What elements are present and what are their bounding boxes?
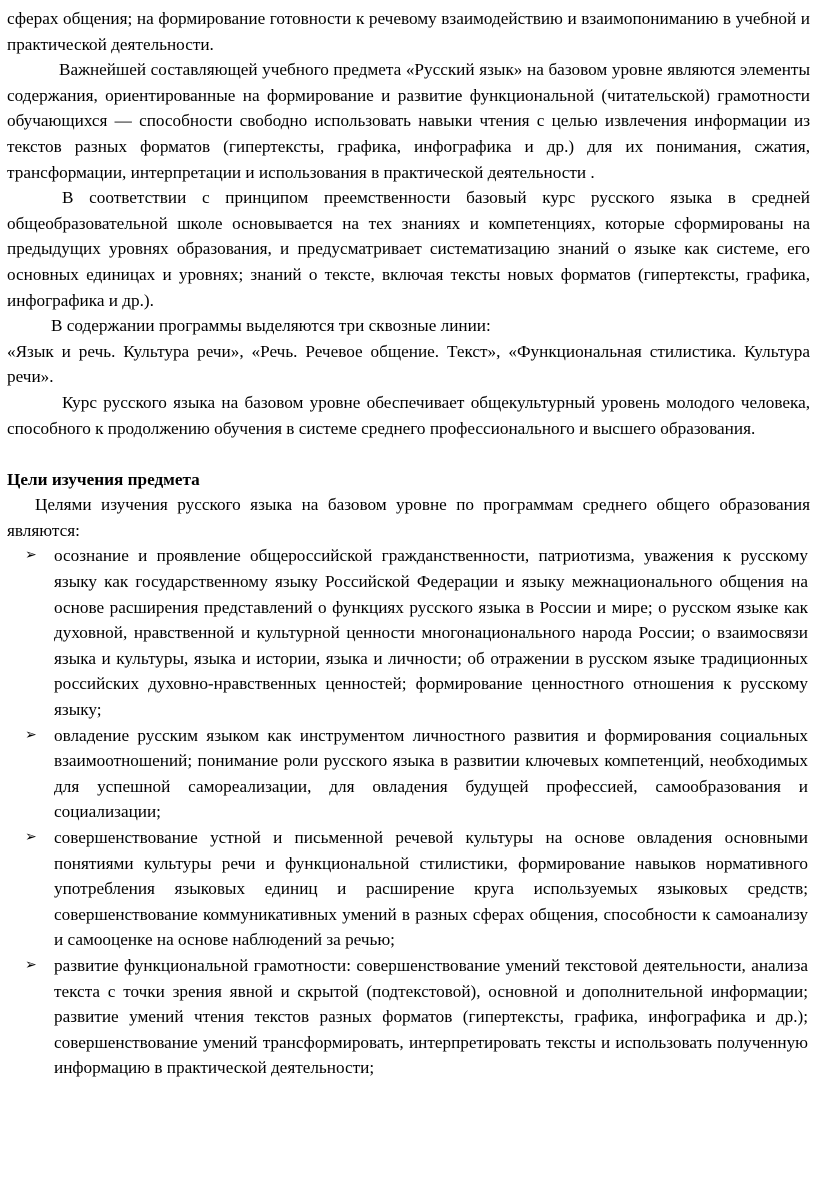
arrow-bullet-icon: ➢ bbox=[25, 547, 37, 564]
goals-list bbox=[7, 543, 810, 1080]
paragraph-lines-intro: В содержании программы выделяются три сквозные линии: bbox=[51, 316, 491, 336]
list-item bbox=[25, 723, 810, 825]
list-item-text: совершенствование устной и письменной речевой культуры на основе овладения основными понятиями культуры речи и функциональной стилистики, формирование навыков нормативного употребления языковых единиц и расширение круга используемых языковых средств; совершенствование коммуникативных умений в разных сферах общения, способности к самоанализу и самооценке на основе наблюдений за речью; bbox=[54, 828, 808, 950]
paragraph-continuity: В соответствии с принципом преемственности базовый курс русского языка в средней общеобразовательной школе основывается на тех знаниях и компетенциях, которые сформированы на предыдущих уровнях образования, и предусматривает систематизацию знаний о языке как системе, его основных единицах и уровнях; знаний о тексте, включая тексты новых форматов (гипертексты, графика, инфографика и др.). bbox=[7, 188, 810, 310]
paragraph-course-level: Курс русского языка на базовом уровне обеспечивает общекультурный уровень молодого человека, способного к продолжению обучения в системе среднего профессионального и высшего образования. bbox=[7, 392, 810, 438]
section-intro: Целями изучения русского языка на базовом уровне по программам среднего общего образования являются: bbox=[7, 495, 810, 540]
list-item bbox=[25, 543, 810, 722]
section-heading: Цели изучения предмета bbox=[7, 469, 200, 489]
list-item-text: овладение русским языком как инструментом личностного развития и формирования социальных взаимоотношений; понимание роли русского языка в развитии ключевых компетенций, необходимых для успешной самореализации, для овладения будущей профессией, самообразования и социализации; bbox=[54, 725, 808, 822]
spacer bbox=[7, 441, 810, 467]
paragraph-functional-literacy: Важнейшей составляющей учебного предмета «Русский язык» на базовом уровне являются элементы содержания, ориентированные на формирование и развитие функциональной (читательской) грамотности обучающихся — способности свободно использовать навыки чтения с целью извлечения информации из текстов разных форматов (гипертексты, графика, инфографика и др.) для их понимания, сжатия, трансформации, интерпретации и использования в практической деятельности . bbox=[7, 60, 810, 182]
arrow-bullet-icon: ➢ bbox=[25, 726, 37, 743]
list-item bbox=[25, 953, 810, 1081]
paragraph-continuation: сферах общения; на формирование готовности к речевому взаимодействию и взаимопониманию в учебной и практической деятельности. bbox=[7, 9, 810, 54]
arrow-bullet-icon: ➢ bbox=[25, 829, 37, 845]
list-item-text: осознание и проявление общероссийской гражданственности, патриотизма, уважения к русскому языку как государственному языку Российской Федерации и языку межнационального общения на основе расширения представлений о функциях русского языка в России и мире; о русском языке как духовной, нравственной и культурной ценности многонационального народа России; о взаимосвязи языка и культуры, языка и истории, языка и личности; об отражении в русском языке традиционных российских духовно-нравственных ценностей; формирование ценностного отношения к русскому языку; bbox=[54, 546, 808, 720]
list-item-text: развитие функциональной грамотности: совершенствование умений текстовой деятельности, анализа текста с точки зрения явной и скрытой (подтекстовой), основной и дополнительной информации; развитие умений чтения текстов разных форматов (гипертексты, графика, инфографика и др.); совершенствование умений трансформировать, интерпретировать тексты и использовать полученную информацию в практической деятельности; bbox=[54, 955, 808, 1078]
paragraph-lines-list: «Язык и речь. Культура речи», «Речь. Речевое общение. Текст», «Функциональная стилистика. Культура речи». bbox=[7, 341, 810, 387]
list-item bbox=[25, 825, 810, 953]
arrow-bullet-icon: ➢ bbox=[25, 956, 37, 973]
